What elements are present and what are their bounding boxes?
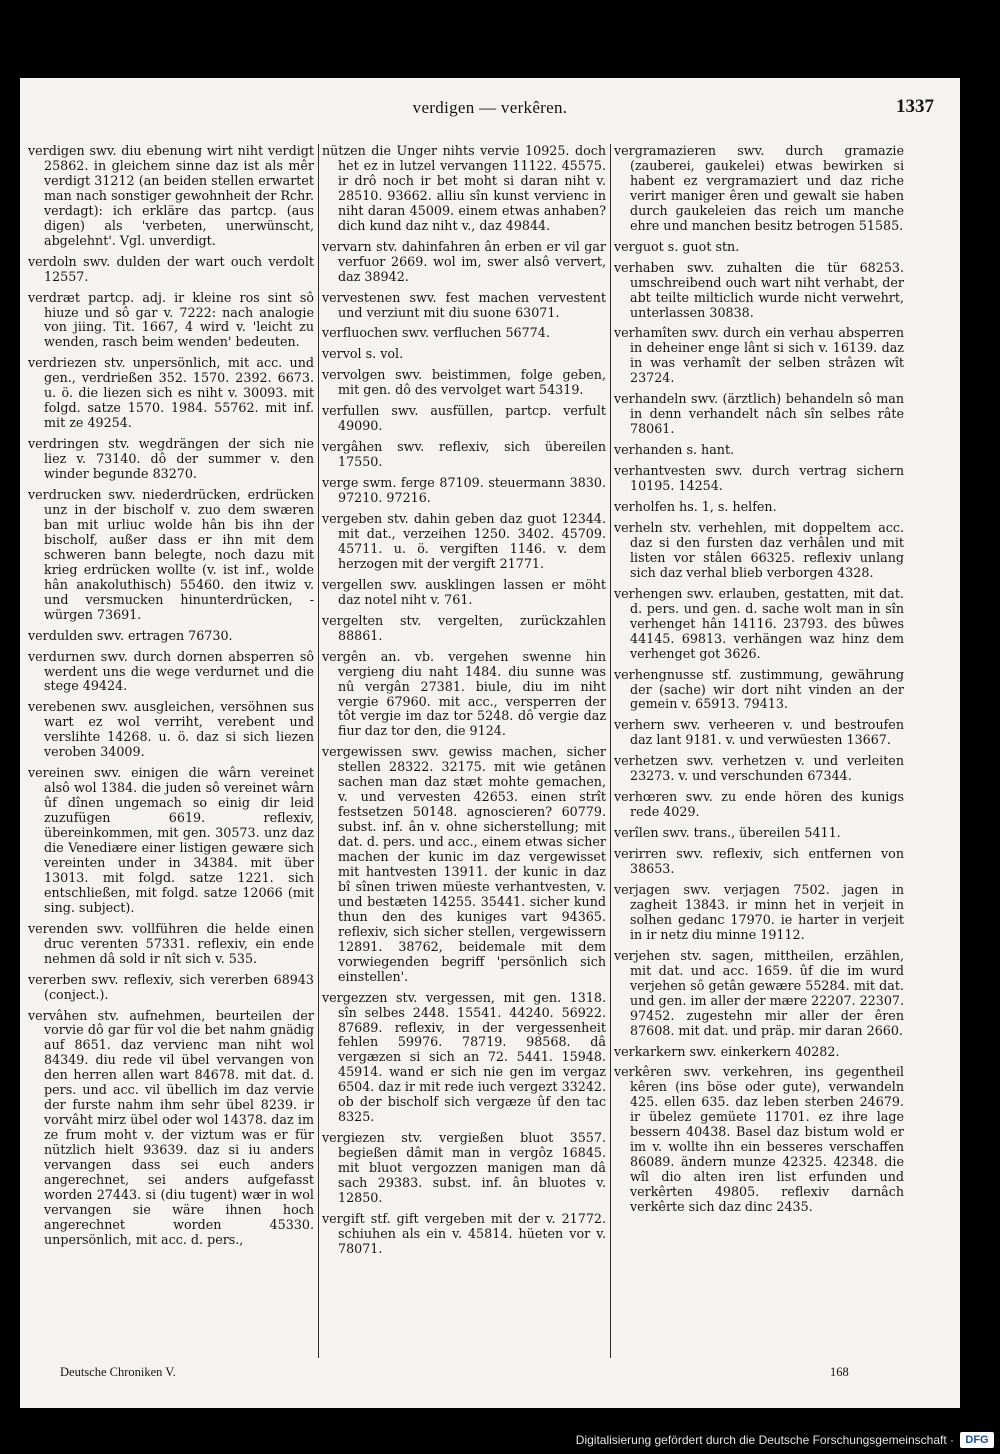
dictionary-entry: vervestenen swv. fest machen vervestent und verziunt mit diu suone 63071. [322,289,606,320]
dictionary-entry: vervarn stv. dahinfahren ân erben er vil gar verfuor 2669. wol im, swer alsô ververt, daz 38942. [322,238,606,284]
dictionary-entry: verhœren swv. zu ende hören des kunigs rede 4029. [614,789,904,820]
dictionary-entry: verguot s. guot stn. [614,238,740,254]
dictionary-entry: vervâhen stv. aufnehmen, beurteilen der vorvie dô gar für vol die bet nahm gnädig auf 8651. daz vervienc man niht wol 84349. diu rede vil übel vervangen von den herren allen wart 84678. mit dat. d. pers. und acc. vil übellich im daz vervie der furste nahm ihm sehr übel 8239. ir vorvâht mirz übel oder wol 14378. daz im ze frum moht v. der viztum was er für nützlich hielt 93639. daz si iu anders vervangen dass sei euch anders angerechnet, sei anders aufgefasst worden 27443. si (diu tugent) wær in wol vervangen sie wäre ihnen hoch angerechnet worden 45330. unpersönlich, mit acc. d. pers., [28,1007,314,1247]
dictionary-entry: verjehen stv. sagen, mittheilen, erzählen, mit dat. und acc. 1659. ûf die im wurd verjehen sô getân gewære 55284. mit dat. und gen. im aller der mære 22207. 22307. 97452. zugestehn mir aller der êren 87608. mit dat. und präp. mir daran 2660. [614,947,904,1038]
column-divider-2 [610,144,611,1358]
dictionary-entry: vergên an. vb. vergehen swenne hin vergieng diu naht 1484. diu sunne was nû vergân 27381. biule, diu im niht vergie 67960. mit acc., versperren der tôt vergie im daz tor 5248. dô vergie daz fiur daz tor den, die 9124. [322,648,606,739]
running-head: verdigen — verkêren. [412,98,568,117]
dictionary-entry: verdoln swv. dulden der wart ouch verdolt 12557. [28,253,314,284]
dictionary-entry: verdulden swv. ertragen 76730. [28,627,233,643]
dictionary-entry: verhengen swv. erlauben, gestatten, mit dat. d. pers. und gen. d. sache wolt man in sîn verhenget hân 14116. 23793. des bûwes 44145. 69813. verhängen waz hinz dem verhenget got 3626. [614,585,904,661]
dictionary-entry: vergellen swv. ausklingen lassen er möht daz notel niht v. 761. [322,576,606,607]
dictionary-entry: verebenen swv. ausgleichen, versöhnen sus wart ez wol verriht, verebent und verslihte 14268. u. ö. daz si sich liezen veroben 34009. [28,699,314,760]
dictionary-entry: verfullen swv. ausfüllen, partcp. verfult 49090. [322,403,606,434]
dictionary-entry: verkêren swv. verkehren, ins gegentheil kêren (ins böse oder gute), verwandeln 425. ellen 635. daz leben sterben 24679. ir übelez gemüete 11701. ez ihre lage bessern 40438. Basel daz bistum wold er im v. wollte ihn ein besseres verschaffen 86089. ändern munze 42325. 42348. die wîl dio alten iren list erfunden und verkêrten 49805. reflexiv darnâch verkêrte sich daz dinc 2435. [614,1064,904,1215]
dictionary-entry: vereinen swv. einigen die wârn vereinet alsô wol 1384. die juden sô vereinet wârn ûf dînen ungemach so einig dir leid zuzufügen 6619. reflexiv, übereinkommen, mit gen. 30573. unz daz die Venediære einer listigen gewære sich vereinten under in 34384. mit über 13013. mit folgd. satze 1221. sich entschließen, mit folgd. satze 12066 (mit sing. subject). [28,765,314,915]
dictionary-entry: vergift stf. gift vergeben mit der v. 21772. schiuhen als ein v. 45814. hüeten vor v. 78071. [322,1210,606,1256]
dictionary-entry: verdurnen swv. durch dornen absperren sô werdent uns die wege verdurnet und die stege 49424. [28,648,314,694]
scanned-page [20,78,960,1408]
dictionary-entry: verhamîten swv. durch ein verhau absperren in deheiner enge lânt si sich v. 16139. daz in was verhamît der selben strâzen wît 23724. [614,325,904,386]
dictionary-entry: verfluochen swv. verfluchen 56774. [322,325,550,341]
dictionary-column-2 [322,144,606,1356]
dictionary-entry: vergiezen stv. vergießen bluot 3557. begießen dâmit man in vergôz 16845. mit bluot vergozzen manigen man dâ sach 29383. subst. inf. ân bluotes v. 12850. [322,1130,606,1205]
dictionary-entry: vervolgen swv. beistimmen, folge geben, mit gen. dô des vervolget wart 54319. [322,367,606,398]
page-number: 1337 [896,96,934,117]
dictionary-entry: verhetzen swv. verhetzen v. und verleiten 23273. v. und verschunden 67344. [614,753,904,784]
dictionary-entry: verhern swv. verheeren v. und bestroufen daz lant 9181. v. und verwüesten 13667. [614,717,904,748]
dictionary-entry: verhanden s. hant. [614,442,735,458]
dictionary-column-3 [614,144,904,1356]
dictionary-entry: verdringen stv. wegdrängen der sich nie liez v. 73140. dô der summer v. den winder begunde 83270. [28,436,314,482]
dictionary-entry: vergeben stv. dahin geben daz guot 12344. mit dat., verzeihen 1250. 3402. 45709. 45711. u. ö. vergiften 1146. v. dem herzogen mit der vergift 21771. [322,511,606,571]
dictionary-entry: vergramazieren swv. durch gramazie (zauberei, gaukelei) etwas bewirken si habent ez vergramaziert und daz riche verirt maniger êren und gewalt sie haben durch gaukeleien das reich um manche ehre und manchen besitz betrogen 51585. [614,144,904,233]
dictionary-entry: vergelten stv. vergelten, zurückzahlen 88861. [322,612,606,643]
footer-signature: 168 [830,1365,849,1379]
dictionary-entry: verholfen hs. 1, s. helfen. [614,499,777,515]
dictionary-entry: verirren swv. reflexiv, sich entfernen von 38653. [614,846,904,877]
dictionary-entry: vergâhen swv. reflexiv, sich übereilen 17550. [322,439,606,470]
dictionary-entry: verdriezen stv. unpersönlich, mit acc. und gen., verdrießen 352. 1570. 2392. 6673. u. ö. die liezen sich es niht v. 30093. mit folgd. satze 1570. 1984. 55762. mit inf. mit ze 49254. [28,355,314,431]
dictionary-column-1 [28,144,314,1356]
dictionary-entry: verîlen swv. trans., übereilen 5411. [614,825,841,841]
dictionary-entry: vergewissen swv. gewiss machen, sicher stellen 28322. 32175. mit wie getânen sachen man daz stæt mohte gemachen, v. und vervesten 42653. einen strît festsetzen 50148. agnoscieren? 60779. subst. inf. ân v. ohne sicherstellung; mit dat. d. pers. und acc., einem etwas sicher machen der kunic im daz vergewisset mit hantvesten 13911. der kunic in daz bî sînen triwen müeste verhantvesten, v. und bestæten 14255. 35441. sicher kund thun den des kuniges vart 94365. reflexiv, sich sicher stellen, vergewissern 12891. 38762, beidemale mit dem vorwiegenden begriff 'persönlich sich einstellen'. [322,744,606,984]
footer-volume-title: Deutsche Chroniken V. [60,1365,176,1379]
digitization-credit: Digitalisierung gefördert durch die Deutsche Forschungsgemeinschaft · [575,1433,954,1447]
dictionary-entry: verheln stv. verhehlen, mit doppeltem acc. daz si den fursten daz verhâlen und mit listen vor stâlen 66325. reflexiv unlang sich daz verhal blieb verborgen 4328. [614,519,904,580]
dictionary-entry: verhengnusse stf. zustimmung, gewährung der (sache) wir dort niht vinden an der gemein v. 65913. 79413. [614,666,904,712]
dictionary-entry: verge swm. ferge 87109. steuermann 3830. 97210. 97216. [322,475,606,506]
dictionary-entry: nützen die Unger nihts vervie 10925. doch het ez in lutzel vervangen 11122. 45575. ir drô noch ir bet moht si daran niht v. 28510. 93662. alliu sîn kunst vervienc in niht daran 45009. einem etwas anhaben? dich kund daz niht v., daz 49844. [322,144,606,233]
dictionary-entry: vergezzen stv. vergessen, mit gen. 1318. sîn selbes 2448. 15541. 44240. 56922. 87689. reflexiv, in der vergessenheit fehlen 59976. 78719. 98568. dâ vergæzen si sich an 72. 5441. 15948. 45914. wand er sich nie gen im vergaz 6504. daz ir mit rede iuch vergezt 33242. ob der bischolf sich vergæze ûf den tac 8325. [322,989,606,1125]
dictionary-entry: verhantvesten swv. durch vertrag sichern 10195. 14254. [614,463,904,494]
dictionary-entry: verhaben swv. zuhalten die tür 68253. umschreibend ouch wart niht verhabt, der abt teilte milticlich wurde nicht verwehrt, unterlassen 30838. [614,259,904,320]
dictionary-entry: vervol s. vol. [322,346,404,362]
dictionary-entry: vererben swv. reflexiv, sich vererben 68943 (conject.). [28,971,314,1002]
dfg-logo: DFG [960,1432,994,1448]
dictionary-entry: verdrucken swv. niederdrücken, erdrücken unz in der bischolf v. zuo dem swæren ban mit urliuc wolde hân bis ihn der bischolf, außer dass er ihn mit dem schweren bann belegte, noch dazu mit krieg erdrücken wollte (v. ist inf., wolde hân anakoluthisch) 55460. den itwiz v. und versmucken hinunterdrücken, -würgen 73691. [28,487,314,622]
dictionary-entry: verjagen swv. verjagen 7502. jagen in zagheit 13843. ir minn het in verjeit in solhen gedanc 17970. ie harter in verjeit in ir netz diu minne 19112. [614,881,904,942]
page-header [20,98,960,122]
dictionary-entry: verhandeln swv. (ärztlich) behandeln sô man in denn verhandelt nâch sîn selbes râte 78061. [614,391,904,437]
dictionary-entry: verenden swv. vollführen die helde einen druc verenten 57331. reflexiv, ein ende nehmen dâ sold ir nît sich v. 535. [28,920,314,966]
dictionary-entry: verdræt partcp. adj. ir kleine ros sint sô hiuze und sô gar v. 7222: nach analogie von jiing. Tit. 1667, 4 wird v. 'leicht zu wenden, rasch beim wenden' bedeuten. [28,289,314,350]
dictionary-entry: verkarkern swv. einkerkern 40282. [614,1043,840,1059]
column-divider-1 [318,144,319,1358]
dictionary-entry: verdigen swv. diu ebenung wirt niht verdigt 25862. in gleichem sinne daz ist als mêr verdigt 31212 (an beiden stellen erwartet man nach sonstiger gewohnheit der Rchr. verdagt): ich erkläre das partcp. (aus digen) als 'verbeten, unerwünscht, abgelehnt'. Vgl. unverdigt. [28,144,314,248]
